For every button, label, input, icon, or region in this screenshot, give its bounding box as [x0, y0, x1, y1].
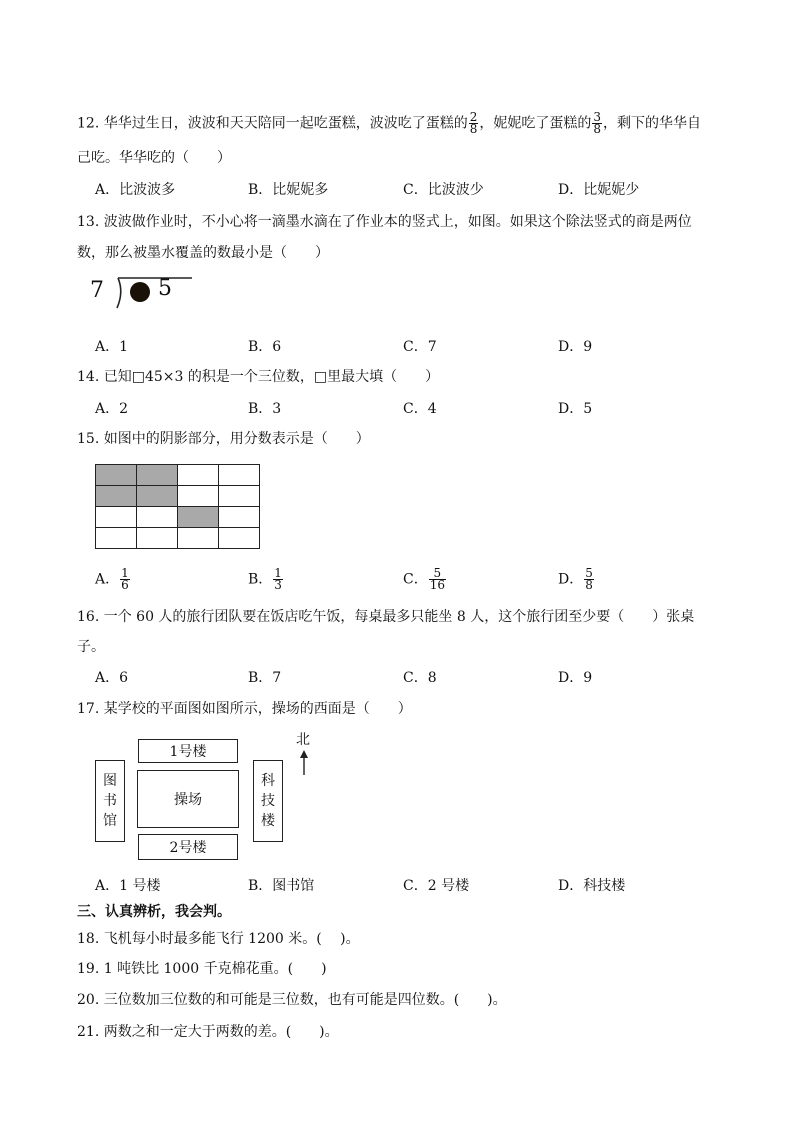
question-number: 16.: [77, 609, 100, 625]
option-a[interactable]: A．1 号楼: [95, 878, 161, 894]
option-d[interactable]: D． $\frac{5}{8}$: [558, 566, 593, 592]
building-2-box: 2号楼: [138, 834, 238, 860]
grid-cell: [219, 486, 260, 507]
grid-cell: [96, 486, 137, 507]
question-16-line1: 16. 一个 60 人的旅行团队要在饭店吃午饭，每桌最多只能坐 8 人，这个旅行团至少要（ ）张桌: [77, 609, 695, 625]
option-a[interactable]: A．6: [95, 670, 129, 686]
shaded-grid-figure: [95, 464, 260, 549]
grid-cell: [96, 528, 137, 549]
question-number: 14.: [77, 369, 100, 385]
section-heading: 三、认真辨析，我会判。: [77, 904, 231, 920]
option-a[interactable]: A．1: [95, 339, 129, 355]
playground-box: 操场: [137, 770, 239, 828]
option-d[interactable]: D．科技楼: [558, 878, 626, 894]
question-12-line2: 己吃。华华吃的（ ）: [77, 150, 231, 166]
question-12-line1: 12. 华华过生日，波波和天天陪同一起吃蛋糕，波波吃了蛋糕的 $\frac{2}{8}$ ，妮妮吃了蛋糕的 $\frac{3}{8}$ ，剩下的华华自: [77, 110, 701, 136]
science-building-box: 科 技 楼: [253, 760, 283, 842]
grid-cell: [219, 465, 260, 486]
grid-cell: [219, 528, 260, 549]
option-b[interactable]: B．7: [248, 670, 282, 686]
option-d[interactable]: D．9: [558, 339, 593, 355]
question-number: 20.: [77, 992, 100, 1008]
school-map-figure: [95, 732, 335, 864]
question-number: 12.: [77, 115, 100, 132]
grid-cell: [137, 486, 178, 507]
option-b[interactable]: B．图书馆: [248, 878, 315, 894]
fraction: $\frac{3}{8}$: [593, 110, 601, 136]
option-c[interactable]: C．4: [403, 401, 437, 417]
judge-item: 18. 飞机每小时最多能飞行 1200 米。( )。: [77, 931, 360, 947]
question-number: 15.: [77, 431, 100, 447]
option-b[interactable]: B．3: [248, 401, 282, 417]
north-arrow-icon: [298, 749, 310, 775]
option-b[interactable]: B． $\frac{1}{3}$: [248, 566, 282, 592]
question-14: 14. 已知□45×3 的积是一个三位数，□里最大填（ ）: [77, 369, 440, 385]
grid-cell: [96, 465, 137, 486]
question-number: 18.: [77, 931, 100, 947]
ink-blot: [130, 282, 150, 302]
judge-item: 20. 三位数加三位数的和可能是三位数，也有可能是四位数。( )。: [77, 992, 507, 1008]
building-1-box: 1号楼: [138, 739, 238, 763]
option-b[interactable]: B．6: [248, 339, 282, 355]
option-c[interactable]: C． $\frac{5}{16}$: [403, 566, 445, 592]
grid-cell: [178, 486, 219, 507]
judge-item: 19. 1 吨铁比 1000 千克棉花重。( ): [77, 961, 327, 977]
grid-cell: [137, 528, 178, 549]
option-c[interactable]: C．8: [403, 670, 437, 686]
library-box: 图 书 馆: [95, 760, 125, 842]
fraction: $\frac{2}{8}$: [469, 110, 478, 136]
divisor: 7: [90, 278, 104, 303]
question-15: 15. 如图中的阴影部分，用分数表示是（ ）: [77, 431, 370, 447]
option-d[interactable]: D．9: [558, 670, 593, 686]
question-number: 19.: [77, 961, 100, 977]
option-c[interactable]: C．7: [403, 339, 437, 355]
north-label: 北: [296, 732, 310, 748]
option-d[interactable]: D．比妮妮少: [558, 182, 640, 198]
question-number: 21.: [77, 1024, 100, 1040]
option-a[interactable]: A．2: [95, 401, 129, 417]
question-number: 17.: [77, 701, 100, 717]
option-c[interactable]: C．比波波少: [403, 182, 484, 198]
option-a[interactable]: A．比波波多: [95, 182, 176, 198]
option-b[interactable]: B．比妮妮多: [248, 182, 329, 198]
grid-cell: [178, 465, 219, 486]
grid-cell: [96, 507, 137, 528]
question-17: 17. 某学校的平面图如图所示，操场的西面是（ ）: [77, 701, 412, 717]
option-d[interactable]: D．5: [558, 401, 593, 417]
judge-item: 21. 两数之和一定大于两数的差。( )。: [77, 1024, 339, 1040]
question-13-line2: 数，那么被墨水覆盖的数最小是（ ）: [77, 245, 329, 261]
grid-cell: [178, 528, 219, 549]
division-figure: [88, 272, 198, 312]
question-13-line1: 13. 波波做作业时，不小心将一滴墨水滴在了作业本的竖式上，如图。如果这个除法竖式的商是两位: [77, 214, 692, 230]
division-bracket-svg: [88, 272, 198, 312]
option-a[interactable]: A． $\frac{1}{6}$: [95, 566, 129, 592]
question-16-line2: 子。: [77, 639, 105, 655]
grid-cell: [137, 465, 178, 486]
option-c[interactable]: C．2 号楼: [403, 878, 470, 894]
grid-cell: [178, 507, 219, 528]
grid-cell: [137, 507, 178, 528]
dividend-digit: 5: [158, 276, 172, 301]
grid-cell: [219, 507, 260, 528]
question-number: 13.: [77, 214, 100, 230]
